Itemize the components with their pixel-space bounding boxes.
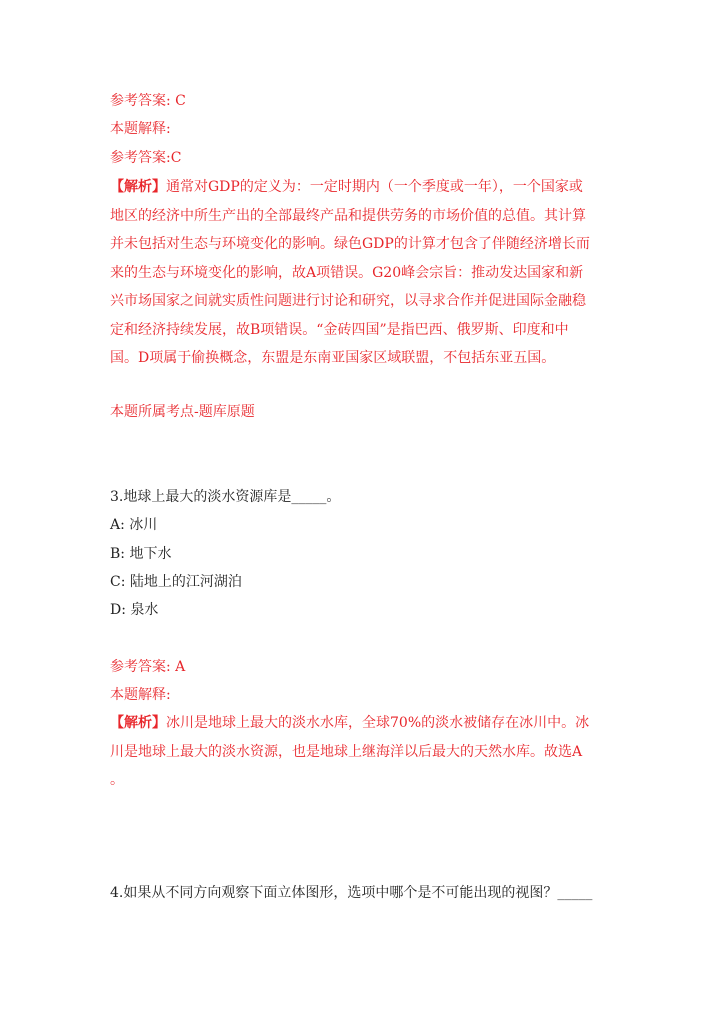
q2-answer-line-2: 参考答案:C xyxy=(110,150,182,166)
q2-analysis-line-3: 并未包括对生态与环境变化的影响。绿色GDP的计算才包含了伴随经济增长而 xyxy=(110,236,590,252)
q2-analysis xyxy=(110,173,610,373)
q3-option-a: A: 冰川 xyxy=(110,517,158,533)
q2-analysis-line-6: 定和经济持续发展，故B项错误。“金砖四国”是指巴西、俄罗斯、印度和中 xyxy=(110,321,569,338)
q3-option-d: D: 泉水 xyxy=(110,602,159,618)
q3-stem: 3.地球上最大的淡水资源库是_____。 xyxy=(110,489,341,505)
q3-explain-label: 本题解释: xyxy=(110,687,171,703)
q3-analysis-tag: 【解析】 xyxy=(110,715,166,731)
q3-option-b: B: 地下水 xyxy=(110,546,172,562)
q3-answer-line: 参考答案: A xyxy=(110,659,186,675)
q2-answer-line: 参考答案: C xyxy=(110,93,186,109)
q2-analysis-line-4: 来的生态与环境变化的影响，故A项错误。G20峰会宗旨：推动发达国家和新 xyxy=(110,264,584,281)
q4-stem: 4.如果从不同方向观察下面立体图形，选项中哪个是不可能出现的视图？_____ xyxy=(110,885,593,901)
q2-analysis-line-2: 地区的经济中所生产出的全部最终产品和提供劳务的市场价值的总值。其计算 xyxy=(110,207,586,224)
q3-analysis-line-2: 川是地球上最大的淡水资源，也是地球上继海洋以后最大的天然水库。故选A xyxy=(110,743,583,760)
q2-analysis-line-7: 国。D项属于偷换概念，东盟是东南亚国家区域联盟，不包括东亚五国。 xyxy=(110,350,556,366)
q2-analysis-tag: 【解析】 xyxy=(110,179,166,195)
q3-option-c: C: 陆地上的江河湖泊 xyxy=(110,574,242,590)
q2-analysis-line-5: 兴市场国家之间就实质性问题进行讨论和研究，以寻求合作并促进国际金融稳 xyxy=(110,293,586,309)
q2-analysis-line-1: 【解析】通常对GDP的定义为：一定时期内（一个季度或一年），一个国家或 xyxy=(110,179,583,195)
q3-analysis xyxy=(110,709,610,795)
q3-analysis-line-1: 【解析】冰川是地球上最大的淡水水库，全球70%的淡水被储存在冰川中。冰 xyxy=(110,715,590,731)
q3-analysis-line-3: 。 xyxy=(110,772,124,788)
q2-explain-label: 本题解释: xyxy=(110,121,171,137)
q2-source: 本题所属考点-题库原题 xyxy=(110,404,255,420)
